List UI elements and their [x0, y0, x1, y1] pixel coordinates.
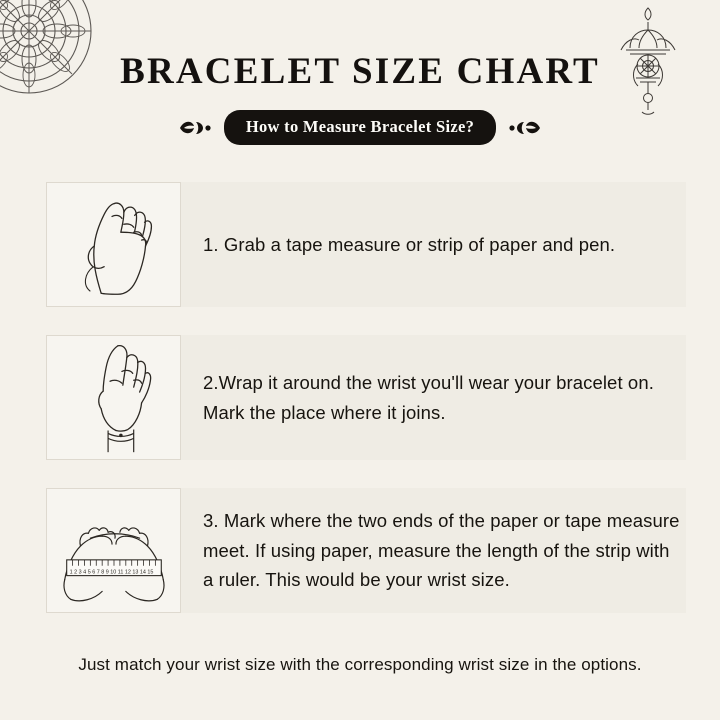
subtitle-pill: How to Measure Bracelet Size? — [224, 110, 496, 145]
step-text: 2.Wrap it around the wrist you'll wear your bracelet on. Mark the place where it joins. — [203, 371, 654, 423]
footer-note: Just match your wrist size with the corresponding wrist size in the options. — [78, 655, 642, 674]
step-illustration-ruler — [46, 488, 181, 613]
subtitle-row — [0, 110, 720, 145]
step-item — [0, 182, 720, 307]
step-item — [0, 335, 720, 460]
step-text: 1. Grab a tape measure or strip of paper and pen. — [203, 233, 616, 255]
step-illustration-fist — [46, 182, 181, 307]
leaf-flourish-left-icon — [178, 116, 212, 140]
step-item — [0, 488, 720, 613]
page-title: BRACELET SIZE CHART — [120, 51, 600, 92]
svg-text:1 2 3 4 5 6 7 8 9 10 11 12 13: 1 2 3 4 5 6 7 8 9 10 11 12 13 14 15 — [69, 569, 154, 576]
steps-list — [0, 182, 720, 641]
leaf-flourish-right-icon — [508, 116, 542, 140]
step-text: 3. Mark where the two ends of the paper or tape measure meet. If using paper, measure the length of the strip with a ruler. This would be your wrist size. — [203, 509, 680, 591]
step-illustration-wrap-wrist — [46, 335, 181, 460]
